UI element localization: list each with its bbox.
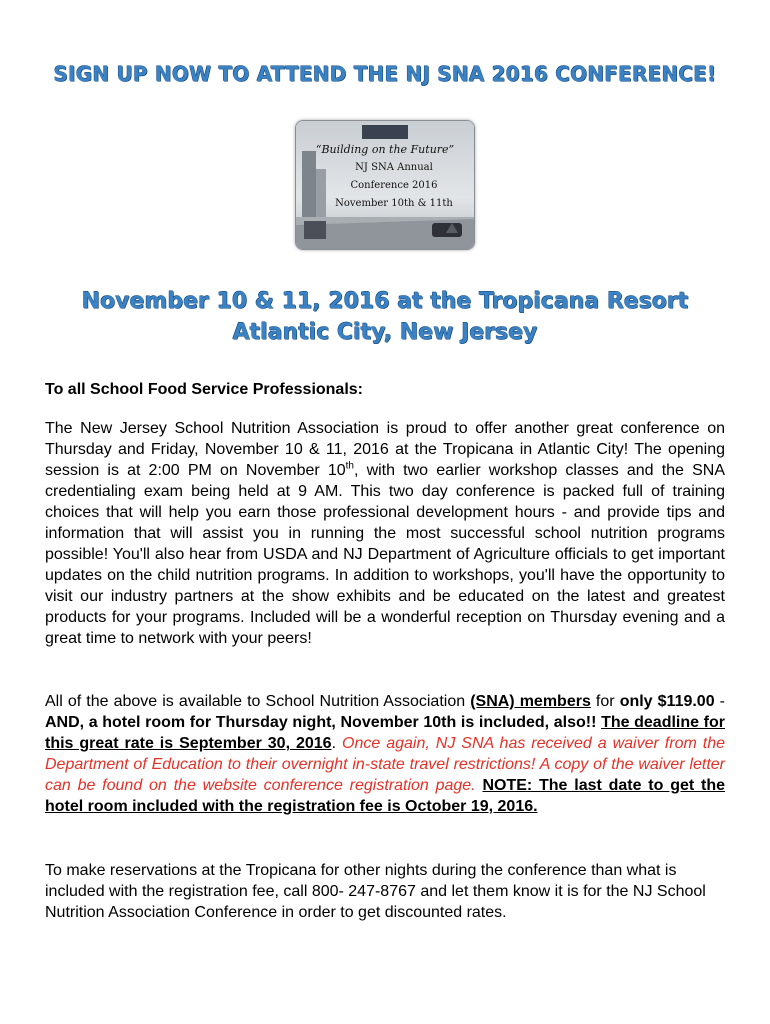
pricing-dash: - bbox=[714, 693, 726, 710]
crane-icon bbox=[304, 221, 326, 239]
logo-line3: November 10th & 11th bbox=[335, 198, 453, 209]
hotel-included: AND, a hotel room for Thursday night, November 10th is included, also!! bbox=[45, 714, 597, 731]
conference-logo bbox=[295, 120, 475, 250]
logo-line1: NJ SNA Annual bbox=[355, 162, 433, 173]
pricing-paragraph bbox=[45, 691, 725, 817]
price: only $119.00 bbox=[619, 693, 715, 710]
pricing-period: . bbox=[331, 735, 342, 752]
badge-icon bbox=[432, 223, 462, 237]
pricing-text-for: for bbox=[590, 693, 620, 710]
pricing-text: All of the above is available to School Nutrition Association bbox=[45, 693, 471, 710]
logo-tagline: “Building on the Future” bbox=[315, 143, 455, 156]
waiver-notice: Once again, NJ SNA has received a waiver from the Department of Education to their overnight in-state travel restrictions! A copy of the waiver letter can be found on the website conference registration page. bbox=[45, 735, 726, 794]
reservation-paragraph: To make reservations at the Tropicana for other nights during the conference than what is included with the registration fee, call 800- 247-8767 and let them know it is for the NJ School Nutrition Association Conference in order to get discounted rates. bbox=[45, 862, 706, 921]
event-city-heading: Atlantic City, New Jersey bbox=[232, 320, 538, 345]
intro-superscript: th bbox=[345, 460, 354, 472]
signup-title: SIGN UP NOW TO ATTEND THE NJ SNA 2016 CONFERENCE! bbox=[53, 62, 717, 86]
greeting: To all School Food Service Professionals: bbox=[45, 381, 363, 398]
event-date-heading: November 10 & 11, 2016 at the Tropicana Resort bbox=[81, 289, 689, 314]
intro-text-continued: , with two earlier workshop classes and the SNA credentialing exam being held at 9 AM. This two day conference is packed full of training choices that will help you earn those professional development hours - and provide tips and information that will assist you in running the most successful school nutrition programs possible! You'll also hear from USDA and NJ Department of Agriculture officials to get important updates on the child nutrition programs. In addition to workshops, you'll have the opportunity to visit our industry partners at the show exhibits and be educated on the latest and greatest products for your programs. Included will be a wonderful reception on Thursday evening and a great time to network with your peers! bbox=[45, 462, 725, 647]
mini-logo-icon bbox=[362, 125, 408, 139]
intro-text: The New Jersey School Nutrition Association is proud to offer another great conference on Thursday and Friday, November 10 & 11, 2016 at the Tropicana in Atlantic City! The opening session is at 2:00 PM on November 10 bbox=[45, 420, 725, 479]
logo-line2: Conference 2016 bbox=[350, 180, 438, 191]
sna-members: (SNA) members bbox=[470, 693, 591, 710]
deadline: The deadline for this great rate is September 30, 2016 bbox=[45, 714, 725, 752]
intro-paragraph bbox=[45, 418, 725, 649]
hotel-note: NOTE: The last date to get the hotel room included with the registration fee is October 19, 2016. bbox=[45, 777, 725, 815]
